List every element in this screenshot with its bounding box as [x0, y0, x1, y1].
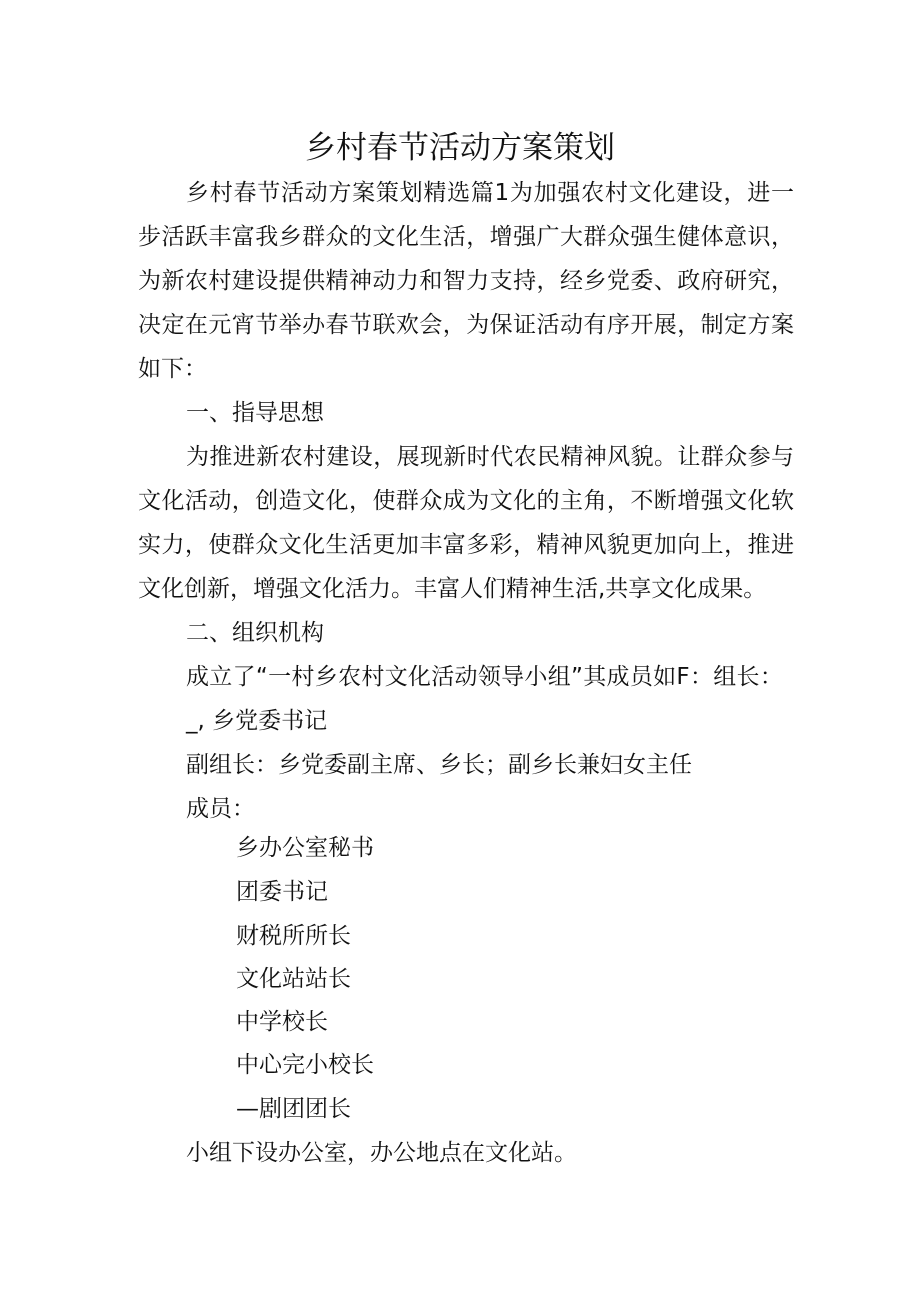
guiding-ideology-paragraph: 为推进新农村建设，展现新时代农民精神风貌。让群众参与文化活动，创造文化，使群众成为文化的主角，不断增强文化软实力，使群众文化生活更加丰富多彩，精神风貌更加向上，推进文化创新，增强文化活力。丰富人们精神生活,共享文化成果。: [138, 444, 794, 602]
member-item: 财税所所长: [236, 923, 351, 949]
document-title: 乡村春节活动方案策划: [305, 130, 615, 166]
office-note: 小组下设办公室，办公地点在文化站。: [186, 1140, 577, 1166]
member-item: 文化站站长: [236, 966, 351, 992]
member-item: 中学校长: [236, 1009, 328, 1035]
member-item: 团委书记: [236, 879, 328, 905]
intro-paragraph: 乡村春节活动方案策划精选篇1为加强农村文化建设，进一步活跃丰富我乡群众的文化生活，增强广大群众强生健体意识，为新农村建设提供精神动力和智力支持，经乡党委、政府研究，决定在元宵节举办春节联欢会，为保证活动有序开展，制定方案如下：: [138, 180, 794, 382]
section-heading-guiding-ideology: 一、指导思想: [186, 400, 324, 426]
members-label: 成员：: [186, 796, 255, 822]
member-item: —剧团团长: [236, 1096, 351, 1122]
vice-leader-line: 副组长：乡党委副主席、乡长；副乡长兼妇女主任: [186, 752, 692, 778]
member-item: 乡办公室秘书: [236, 835, 374, 861]
section-heading-organization: 二、组织机构: [186, 620, 324, 646]
organization-line: 成立了“一村乡农村文化活动领导小组”其成员如F：组长：: [186, 664, 784, 690]
member-item: 中心完小校长: [236, 1052, 374, 1078]
leader-line: _, 乡党委书记: [186, 708, 328, 734]
